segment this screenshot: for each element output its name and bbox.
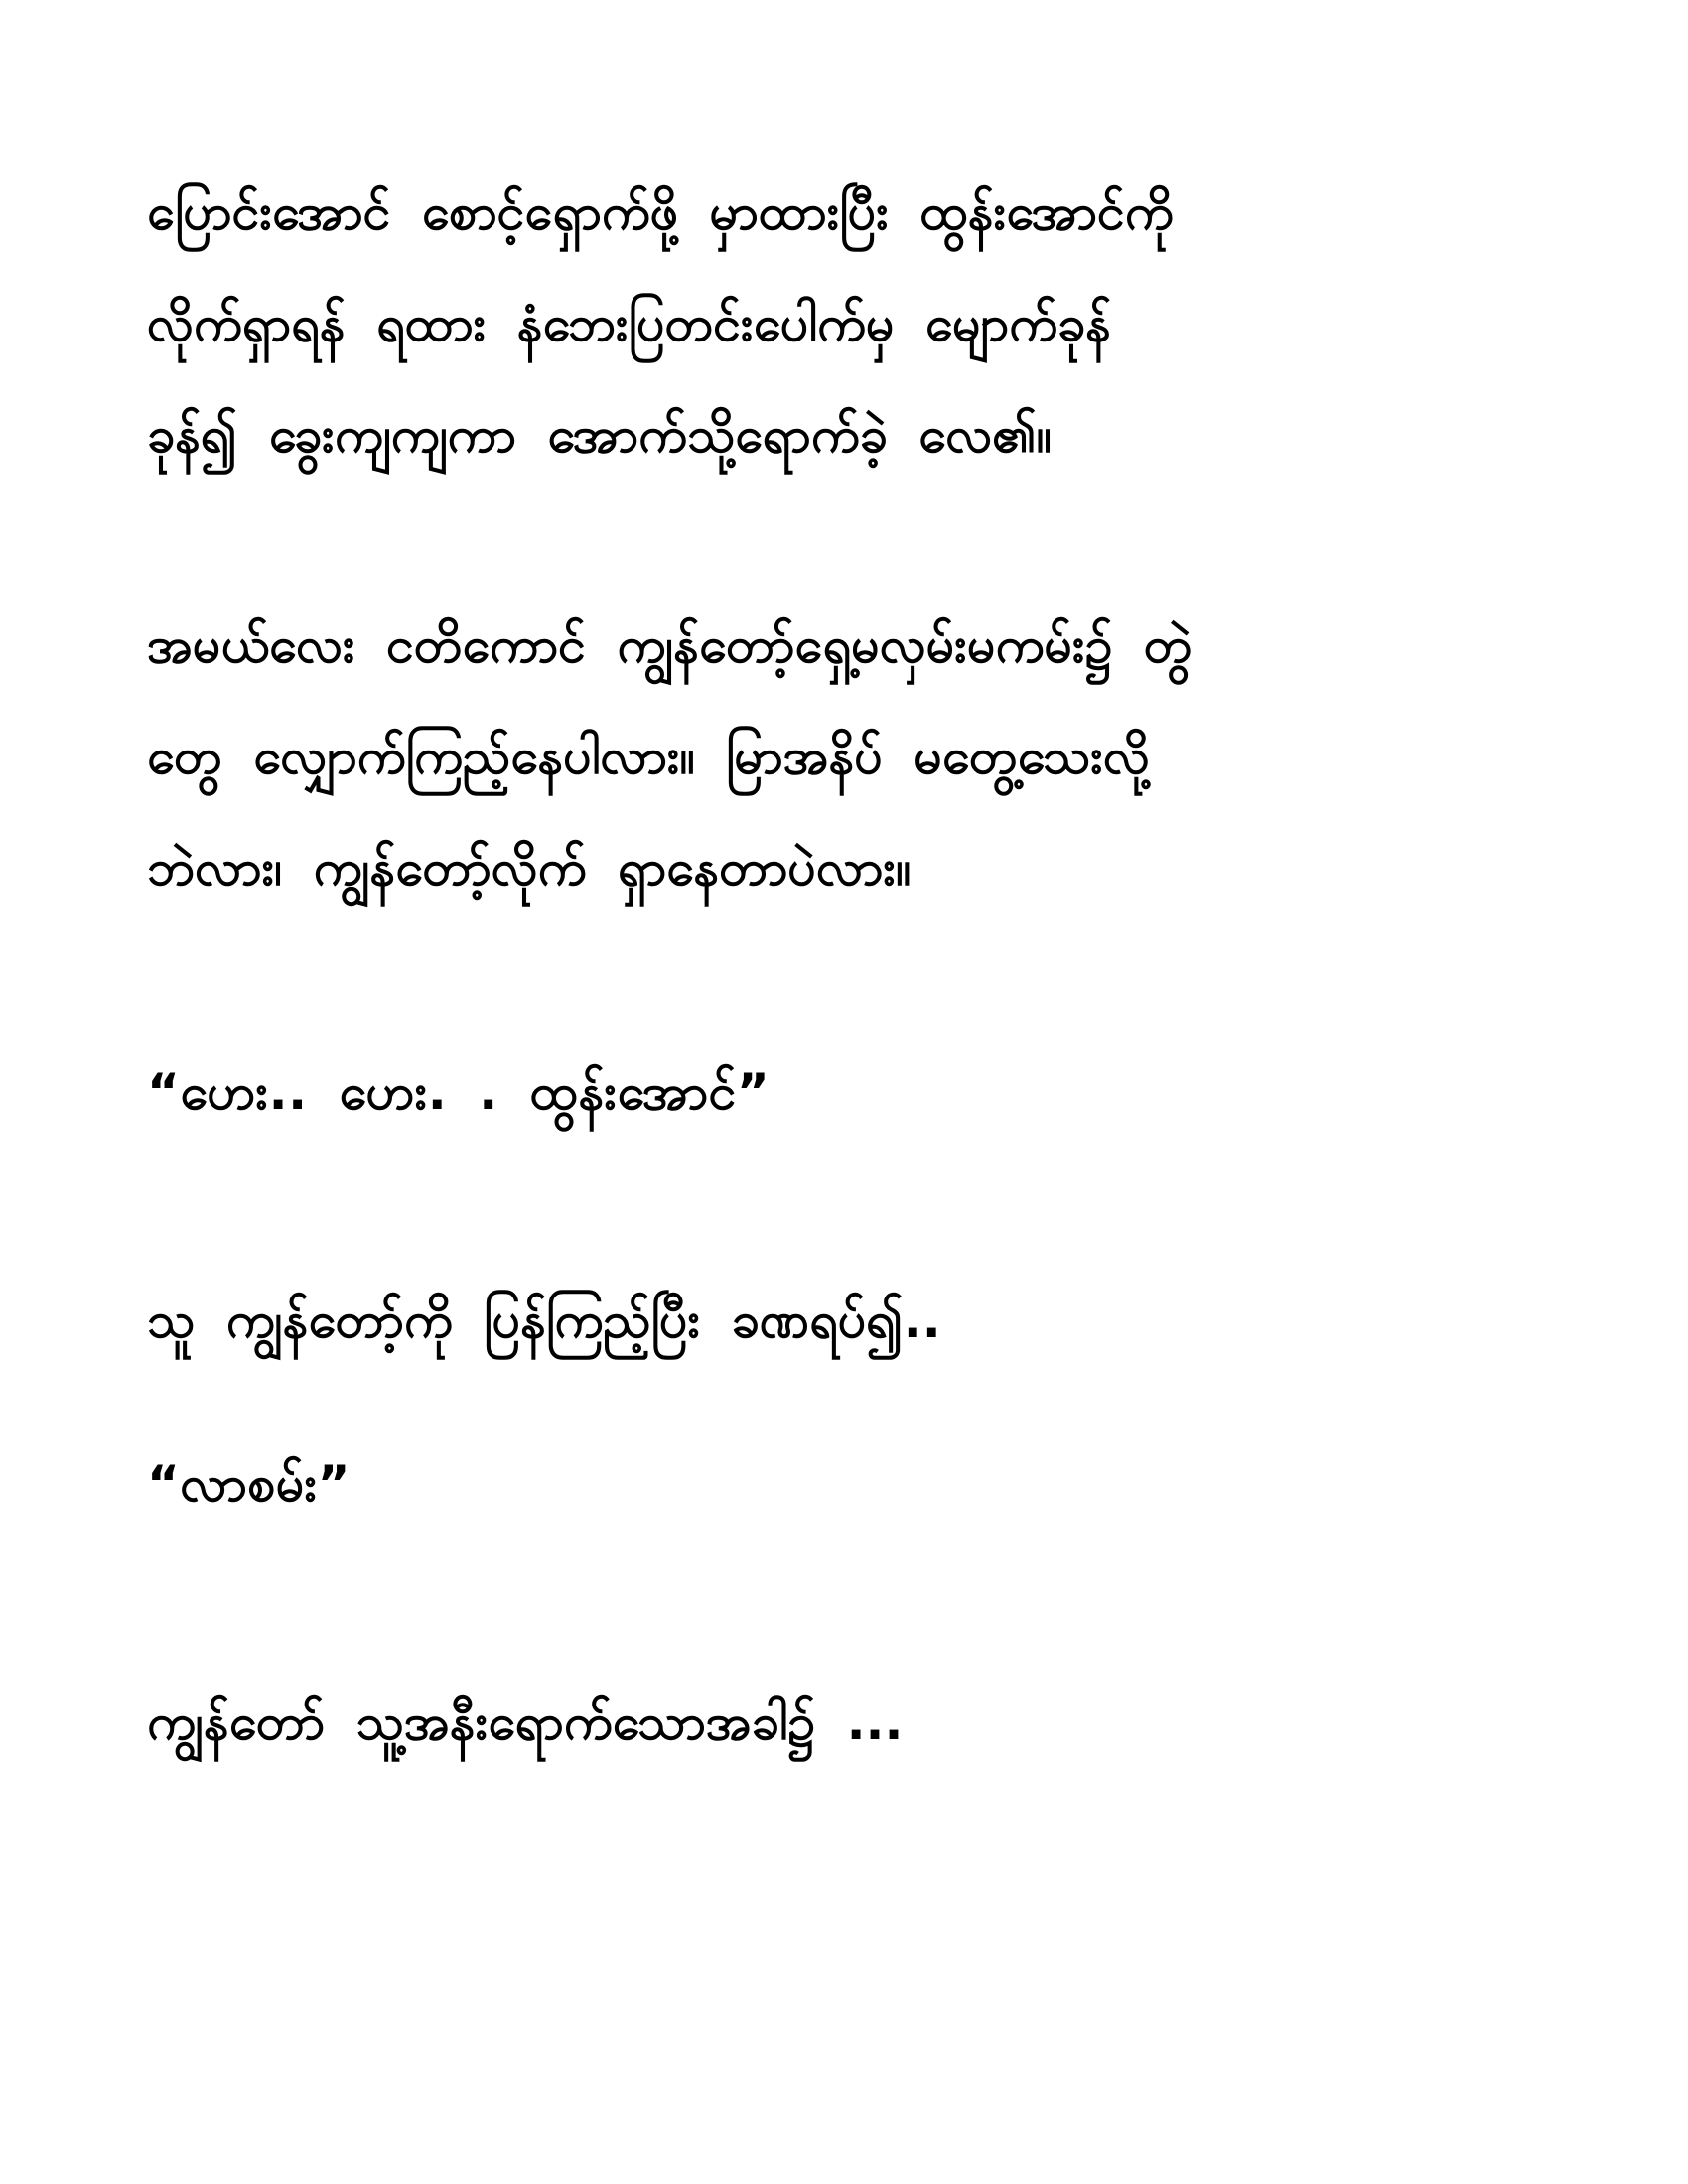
dialogue-line-1 <box>147 1036 1599 1148</box>
narrative-paragraph-1 <box>147 157 1599 490</box>
text-line: ခုန်၍ ခွေးကျကျကာ အောက်သို့ရောက်ခဲ့ လေ၏။ <box>147 406 1052 464</box>
text-line: “လာစမ်း” <box>147 1455 352 1513</box>
text-line: လိုက်ရှာရန် ရထား နံဘေးပြတင်းပေါက်မှ မျောက်ခုန် <box>147 295 1112 352</box>
narrative-paragraph-3 <box>147 1265 1599 1376</box>
text-line: ကျွန်တော် သူ့အနီးရောက်သောအခါ၌ ... <box>147 1694 904 1751</box>
narrative-paragraph-2 <box>147 590 1599 923</box>
text-line: “ဟေး.. ဟေး. . ထွန်းအောင်” <box>147 1063 771 1121</box>
narrative-paragraph-4 <box>147 1667 1599 1778</box>
text-line: ဘဲလား၊ ကျွန်တော့်လိုက် ရှာနေတာပဲလား။ <box>147 839 912 896</box>
dialogue-line-2 <box>147 1429 1599 1540</box>
text-line: ပြောင်းအောင် စောင့်ရှောက်ဖို့ မှာထားပြီး ထွန်းအောင်ကို <box>147 184 1174 241</box>
text-line: တွေ လျှောက်ကြည့်နေပါလား။ မြာအနိပ် မတွေ့သေးလို့ <box>147 728 1150 785</box>
text-line: အမယ်လေး ငတိကောင် ကျွန်တော့်ရှေ့မလှမ်းမကမ်း၌ တွဲ <box>147 616 1193 674</box>
text-line: သူ ကျွန်တော့်ကို ပြန်ကြည့်ပြီး ခဏရပ်၍.. <box>147 1292 941 1349</box>
